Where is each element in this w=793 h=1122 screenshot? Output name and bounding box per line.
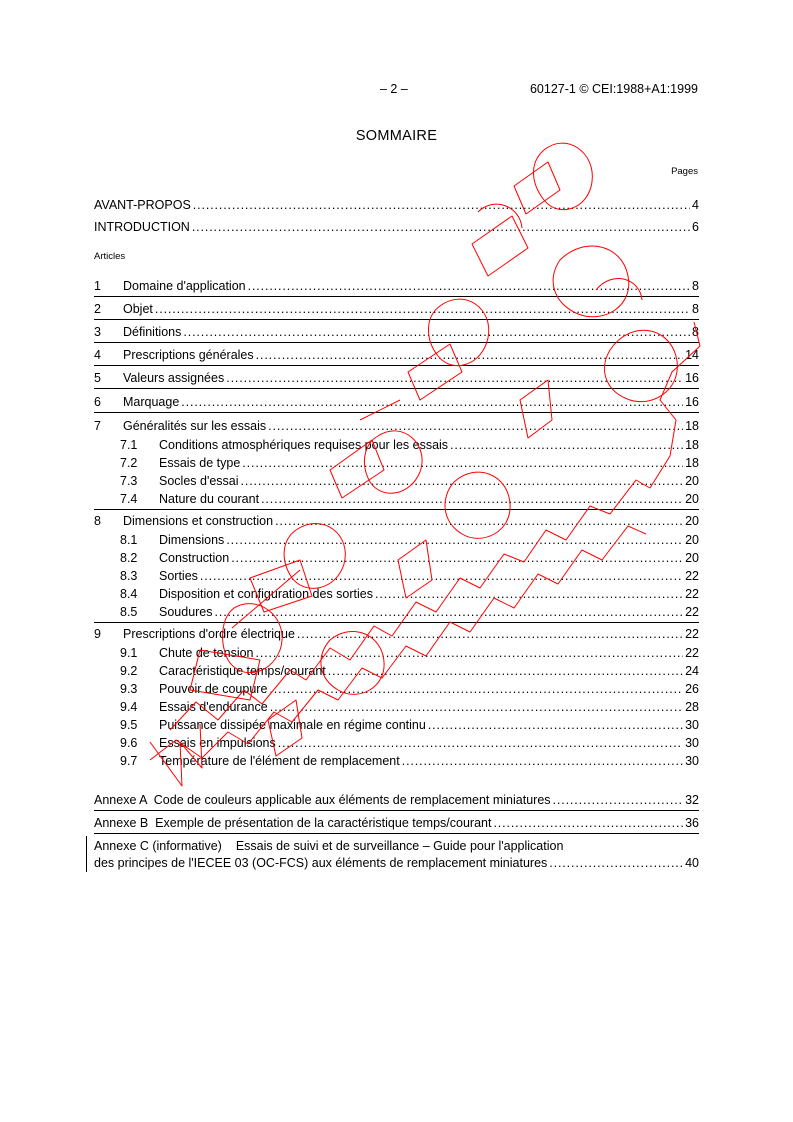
- toc-entry-subsection-8-2[interactable]: [94, 550, 699, 566]
- document-reference: 60127-1 © CEI:1988+A1:1999: [529, 82, 698, 96]
- subsection-number: 9.2: [120, 664, 138, 678]
- toc-entry-label: Sorties: [159, 569, 198, 583]
- leader-dots: [268, 418, 683, 434]
- toc-entry-label: Pouvoir de coupure: [159, 682, 268, 696]
- toc-entry-page: 22: [685, 569, 699, 583]
- toc-entry-page: 26: [685, 682, 699, 696]
- toc-entry-label: Valeurs assignées: [123, 371, 225, 385]
- leader-dots: [181, 394, 683, 410]
- toc-entry-page: 32: [685, 793, 699, 807]
- toc-entry-subsection-9-4[interactable]: [94, 699, 699, 715]
- toc-entry-label: INTRODUCTION: [94, 220, 190, 234]
- toc-entry-section-7[interactable]: [94, 418, 699, 434]
- subsection-number: 9.7: [120, 754, 138, 768]
- toc-entry-subsection-9-6[interactable]: [94, 735, 699, 751]
- toc-entry-label: Annexe A Code de couleurs applicable aux éléments de remplacement miniatures: [94, 793, 551, 807]
- toc-entry-page: 30: [685, 754, 699, 768]
- toc-entry-label: Température de l'élément de remplacement: [159, 754, 400, 768]
- toc-entry-section-5[interactable]: [94, 370, 699, 386]
- toc-entry-label: Prescriptions générales: [123, 348, 254, 362]
- toc-entry-label: Dimensions et construction: [123, 514, 274, 528]
- leader-dots: [248, 278, 690, 294]
- leader-dots: [183, 324, 690, 340]
- toc-entry-page: 14: [685, 348, 699, 362]
- leader-dots: [375, 586, 683, 602]
- toc-entry-label: Essais d'endurance: [159, 700, 268, 714]
- section-number: 5: [94, 371, 101, 385]
- toc-entry-label: Prescriptions d'ordre électrique: [123, 627, 295, 641]
- toc-entry-page: 16: [685, 395, 699, 409]
- leader-dots: [553, 792, 684, 808]
- toc-entry-label: Chute de tension: [159, 646, 254, 660]
- leader-dots: [278, 735, 683, 751]
- leader-dots: [297, 626, 683, 642]
- toc-entry-page: 30: [685, 718, 699, 732]
- toc-entry-label: Marquage: [123, 395, 180, 409]
- articles-label: Articles: [94, 251, 126, 262]
- toc-entry-page: 8: [692, 325, 699, 339]
- toc-entry-subsection-7-2[interactable]: [94, 455, 699, 471]
- leader-dots: [226, 532, 683, 548]
- toc-entry-annex-a[interactable]: [94, 792, 699, 808]
- toc-entry-section-1[interactable]: [94, 278, 699, 294]
- subsection-number: 7.3: [120, 474, 138, 488]
- toc-entry-label: Soudures: [159, 605, 213, 619]
- leader-dots: [493, 815, 683, 831]
- subsection-number: 8.2: [120, 551, 138, 565]
- toc-entry-section-8[interactable]: [94, 513, 699, 529]
- divider: [94, 388, 699, 389]
- divider: [94, 319, 699, 320]
- toc-entry-page: 20: [685, 492, 699, 506]
- toc-entry-page: 20: [685, 533, 699, 547]
- toc-entry-subsection-9-1[interactable]: [94, 645, 699, 661]
- toc-entry-label: Conditions atmosphériques requises pour les essais: [159, 438, 449, 452]
- leader-dots: [242, 455, 683, 471]
- page-header: [0, 82, 793, 98]
- subsection-number: 8.3: [120, 569, 138, 583]
- section-number: 6: [94, 395, 101, 409]
- leader-dots: [328, 663, 683, 679]
- toc-entry-subsection-8-4[interactable]: [94, 586, 699, 602]
- toc-entry-page: 20: [685, 551, 699, 565]
- toc-entry-section-6[interactable]: [94, 394, 699, 410]
- leader-dots: [256, 645, 684, 661]
- toc-entry-annex-c[interactable]: [94, 855, 699, 871]
- section-number: 2: [94, 302, 101, 316]
- toc-entry-label: Essais de type: [159, 456, 241, 470]
- divider: [94, 622, 699, 623]
- subsection-number: 7.2: [120, 456, 138, 470]
- section-number: 3: [94, 325, 101, 339]
- divider: [94, 365, 699, 366]
- toc-entry-page: 36: [685, 816, 699, 830]
- toc-entry-label: Caractéristique temps/courant: [159, 664, 326, 678]
- toc-entry-page: 24: [685, 664, 699, 678]
- toc-entry-page: 22: [685, 627, 699, 641]
- revision-change-bar: [86, 836, 87, 872]
- toc-entry-subsection-9-3[interactable]: [94, 681, 699, 697]
- leader-dots: [275, 513, 683, 529]
- subsection-number: 7.4: [120, 492, 138, 506]
- leader-dots: [215, 604, 684, 620]
- toc-entry-label: Dimensions: [159, 533, 225, 547]
- toc-entry-introduction[interactable]: [94, 219, 699, 235]
- toc-entry-subsection-9-5[interactable]: [94, 717, 699, 733]
- leader-dots: [549, 855, 683, 871]
- toc-entry-page: 18: [685, 456, 699, 470]
- toc-entry-subsection-8-1[interactable]: [94, 532, 699, 548]
- leader-dots: [226, 370, 683, 386]
- leader-dots: [402, 753, 683, 769]
- toc-entry-page: 30: [685, 736, 699, 750]
- divider: [94, 342, 699, 343]
- leader-dots: [256, 347, 683, 363]
- toc-entry-label: Objet: [123, 302, 153, 316]
- toc-entry-page: 22: [685, 646, 699, 660]
- toc-entry-subsection-7-4[interactable]: [94, 491, 699, 507]
- subsection-number: 9.3: [120, 682, 138, 696]
- divider: [94, 833, 699, 834]
- toc-entry-annex-b[interactable]: [94, 815, 699, 831]
- subsection-number: 9.1: [120, 646, 138, 660]
- page-number: – 2 –: [380, 82, 408, 96]
- leader-dots: [241, 473, 684, 489]
- toc-entry-label: AVANT-PROPOS: [94, 198, 191, 212]
- toc-entry-section-9[interactable]: [94, 626, 699, 642]
- toc-entry-label: Annexe B Exemple de présentation de la caractéristique temps/courant: [94, 816, 492, 830]
- toc-entry-label: Définitions: [123, 325, 182, 339]
- leader-dots: [192, 219, 690, 235]
- toc-entry-page: 22: [685, 605, 699, 619]
- subsection-number: 8.1: [120, 533, 138, 547]
- leader-dots: [155, 301, 690, 317]
- divider: [94, 509, 699, 510]
- toc-entry-page: 18: [685, 419, 699, 433]
- toc-entry-page: 20: [685, 514, 699, 528]
- toc-entry-section-2[interactable]: [94, 301, 699, 317]
- subsection-number: 9.4: [120, 700, 138, 714]
- toc-entry-section-4[interactable]: [94, 347, 699, 363]
- toc-entry-label: Domaine d'application: [123, 279, 246, 293]
- leader-dots: [193, 197, 690, 213]
- subsection-number: 7.1: [120, 438, 138, 452]
- leader-dots: [269, 681, 683, 697]
- divider: [94, 296, 699, 297]
- leader-dots: [261, 491, 683, 507]
- toc-entry-subsection-8-5[interactable]: [94, 604, 699, 620]
- leader-dots: [200, 568, 683, 584]
- toc-entry-label: Généralités sur les essais: [123, 419, 267, 433]
- toc-entry-page: 6: [692, 220, 699, 234]
- divider: [94, 810, 699, 811]
- toc-entry-label: Disposition et configuration des sorties: [159, 587, 374, 601]
- annex-c-title-line1: Essais de suivi et de surveillance – Guide pour l'application: [235, 839, 564, 853]
- toc-entry-label: Nature du courant: [159, 492, 260, 506]
- leader-dots: [231, 550, 683, 566]
- toc-entry-subsection-9-7[interactable]: [94, 753, 699, 769]
- toc-entry-label: Puissance dissipée maximale en régime continu: [159, 718, 426, 732]
- subsection-number: 8.5: [120, 605, 138, 619]
- toc-entry-subsection-8-3[interactable]: [94, 568, 699, 584]
- pages-column-label: Pages: [671, 166, 698, 177]
- leader-dots: [450, 437, 683, 453]
- toc-entry-page: 16: [685, 371, 699, 385]
- toc-entry-label: des principes de l'IECEE 03 (OC-FCS) aux éléments de remplacement miniatures: [94, 856, 548, 870]
- toc-entry-page: 22: [685, 587, 699, 601]
- toc-entry-section-3[interactable]: [94, 324, 699, 340]
- toc-entry-label: Socles d'essai: [159, 474, 239, 488]
- section-number: 1: [94, 279, 101, 293]
- page-title: SOMMAIRE: [355, 128, 438, 144]
- subsection-number: 8.4: [120, 587, 138, 601]
- section-number: 7: [94, 419, 101, 433]
- toc-entry-page: 18: [685, 438, 699, 452]
- toc-entry-page: 8: [692, 279, 699, 293]
- leader-dots: [270, 699, 683, 715]
- toc-entry-page: 40: [685, 856, 699, 870]
- toc-entry-page: 20: [685, 474, 699, 488]
- section-number: 8: [94, 514, 101, 528]
- subsection-number: 9.6: [120, 736, 138, 750]
- annex-c-prefix: Annexe C (informative): [94, 839, 222, 853]
- toc-entry-subsection-7-3[interactable]: [94, 473, 699, 489]
- leader-dots: [428, 717, 683, 733]
- toc-entry-subsection-9-2[interactable]: [94, 663, 699, 679]
- section-number: 4: [94, 348, 101, 362]
- toc-entry-annex-c-line1: [94, 839, 563, 853]
- toc-entry-label: Construction: [159, 551, 230, 565]
- toc-entry-page: 28: [685, 700, 699, 714]
- toc-entry-avant-propos[interactable]: [94, 197, 699, 213]
- divider: [94, 412, 699, 413]
- subsection-number: 9.5: [120, 718, 138, 732]
- section-number: 9: [94, 627, 101, 641]
- toc-entry-page: 4: [692, 198, 699, 212]
- toc-entry-page: 8: [692, 302, 699, 316]
- toc-entry-subsection-7-1[interactable]: [94, 437, 699, 453]
- toc-entry-label: Essais en impulsions: [159, 736, 276, 750]
